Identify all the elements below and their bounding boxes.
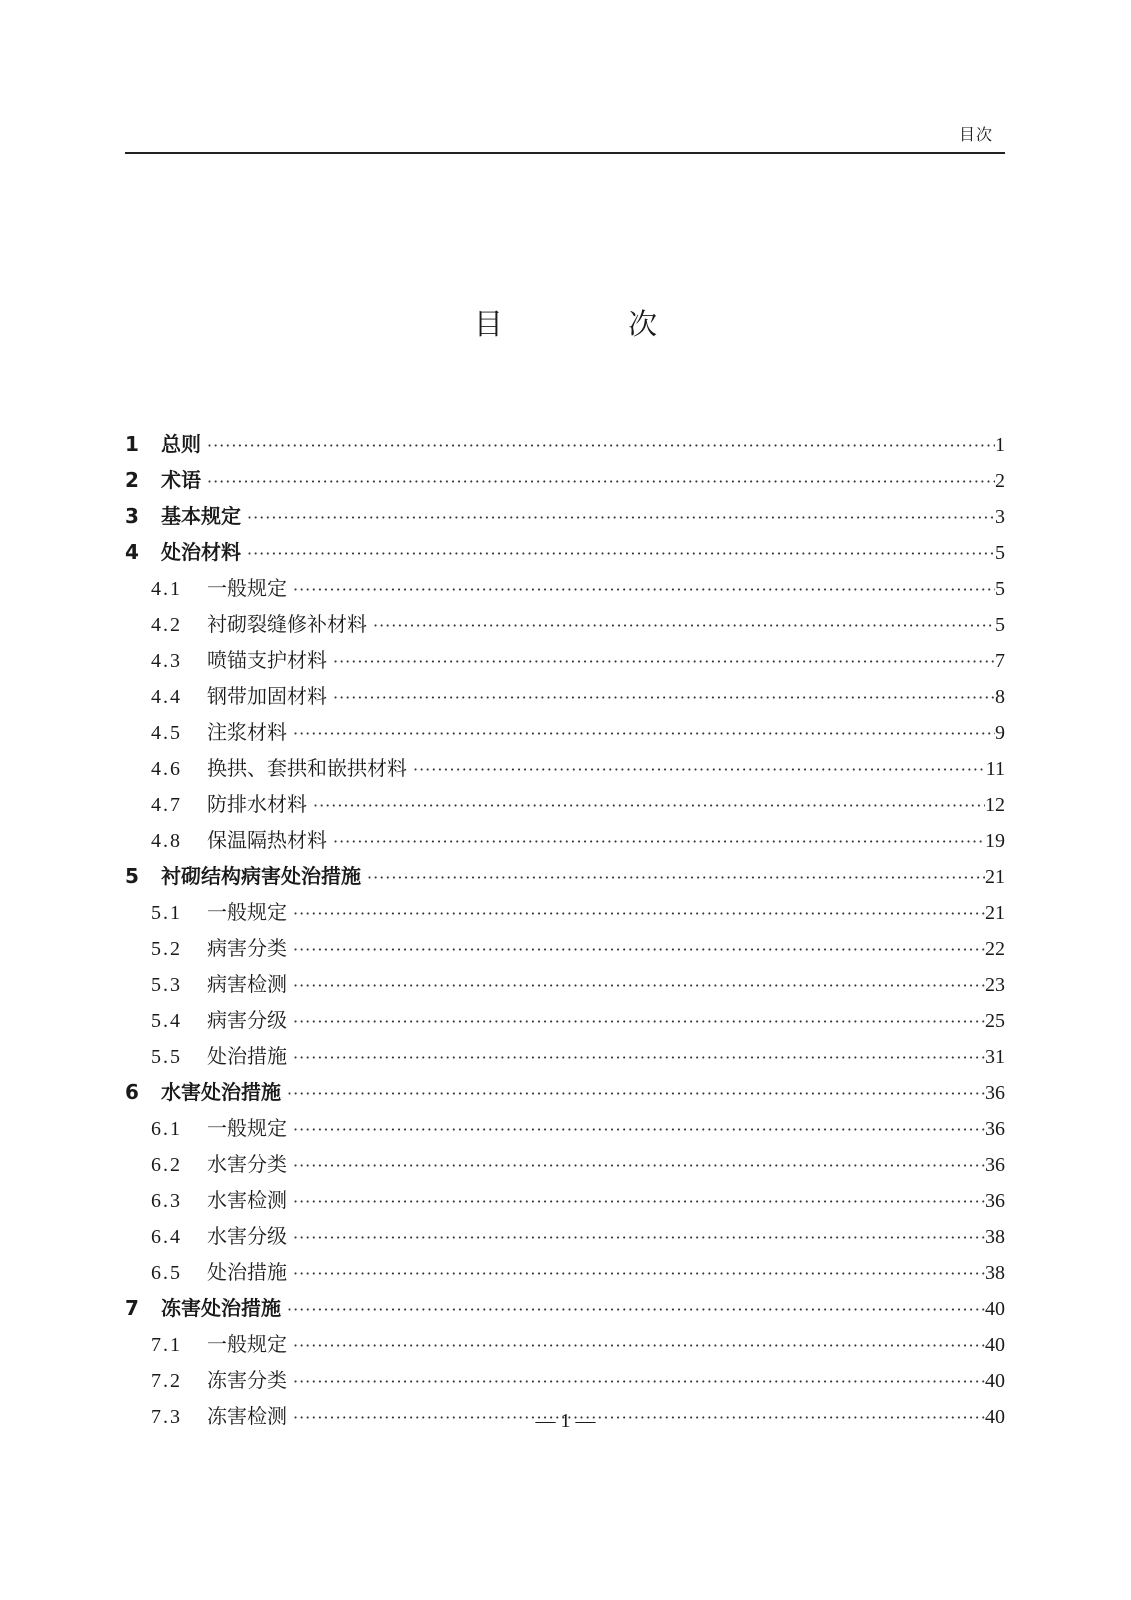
toc-dot-leader: [313, 796, 985, 815]
toc-entry[interactable]: [125, 608, 1005, 644]
toc-entry-page: 25: [985, 1010, 1005, 1032]
toc-entry-number: 6.2: [151, 1154, 182, 1176]
toc-dot-leader: [293, 1336, 985, 1355]
toc-entry-number: 4.6: [151, 758, 182, 780]
toc-entry-title: 术语: [161, 468, 201, 492]
toc-entry[interactable]: [125, 1148, 1005, 1184]
toc-dot-leader: [287, 1300, 985, 1319]
toc-dot-leader: [207, 436, 995, 455]
toc-entry-number: 4.7: [151, 794, 182, 816]
toc-entry-number: 4: [125, 540, 139, 564]
toc-entry-number: 6: [125, 1080, 139, 1104]
toc-entry-number: 4.5: [151, 722, 182, 744]
toc-entry-page: 1: [995, 434, 1005, 456]
toc-entry-number: 6.4: [151, 1226, 182, 1248]
toc-dot-leader: [293, 1012, 985, 1031]
toc-entry[interactable]: [125, 464, 1005, 500]
toc-entry-number: 7.2: [151, 1370, 182, 1392]
toc-entry-page: 9: [995, 722, 1005, 744]
toc-entry[interactable]: [125, 1112, 1005, 1148]
toc-entry[interactable]: [125, 1184, 1005, 1220]
toc-entry-title: 处治措施: [207, 1260, 287, 1284]
toc-entry[interactable]: [125, 428, 1005, 464]
toc-entry-number: 4.1: [151, 578, 182, 600]
toc-entry-page: 23: [985, 974, 1005, 996]
toc-entry-number: 5.1: [151, 902, 182, 924]
toc-entry-page: 40: [985, 1298, 1005, 1320]
toc-entry-number: 5: [125, 864, 139, 888]
table-of-contents: [125, 428, 1005, 1436]
toc-entry-title: 冻害分类: [207, 1368, 287, 1392]
toc-entry[interactable]: [125, 536, 1005, 572]
toc-entry-title: 病害检测: [207, 972, 287, 996]
toc-entry[interactable]: [125, 932, 1005, 968]
toc-entry-number: 4.4: [151, 686, 182, 708]
toc-entry-page: 21: [985, 866, 1005, 888]
toc-entry-page: 5: [995, 578, 1005, 600]
toc-entry-number: 5.2: [151, 938, 182, 960]
toc-entry-number: 6.3: [151, 1190, 182, 1212]
toc-entry-page: 5: [995, 614, 1005, 636]
toc-entry-title: 冻害检测: [207, 1404, 287, 1428]
toc-entry-number: 5.4: [151, 1010, 182, 1032]
toc-entry-title: 水害分级: [207, 1224, 287, 1248]
toc-entry-title: 水害检测: [207, 1188, 287, 1212]
toc-dot-leader: [287, 1084, 985, 1103]
page-title: 目 次: [473, 307, 716, 341]
toc-dot-leader: [367, 868, 985, 887]
toc-entry-page: 3: [995, 506, 1005, 528]
toc-entry-number: 1: [125, 432, 139, 456]
toc-entry[interactable]: [125, 1220, 1005, 1256]
toc-entry[interactable]: [125, 968, 1005, 1004]
toc-entry-title: 防排水材料: [207, 792, 307, 816]
toc-entry-page: 36: [985, 1082, 1005, 1104]
toc-dot-leader: [247, 508, 995, 527]
toc-entry-title: 病害分级: [207, 1008, 287, 1032]
toc-dot-leader: [293, 1228, 985, 1247]
toc-entry-title: 衬砌裂缝修补材料: [207, 612, 367, 636]
toc-entry[interactable]: [125, 680, 1005, 716]
toc-dot-leader: [247, 544, 995, 563]
running-header: 目次: [958, 125, 993, 144]
toc-entry-title: 水害分类: [207, 1152, 287, 1176]
toc-dot-leader: [293, 1192, 985, 1211]
toc-entry[interactable]: [125, 896, 1005, 932]
toc-entry[interactable]: [125, 1328, 1005, 1364]
toc-entry[interactable]: [125, 824, 1005, 860]
toc-entry-page: 38: [985, 1226, 1005, 1248]
toc-entry-page: 22: [985, 938, 1005, 960]
toc-entry-title: 保温隔热材料: [207, 828, 327, 852]
toc-entry-title: 处治措施: [207, 1044, 287, 1068]
toc-entry[interactable]: [125, 1292, 1005, 1328]
toc-entry-title: 处治材料: [161, 540, 241, 564]
toc-entry-title: 水害处治措施: [161, 1080, 281, 1104]
toc-dot-leader: [293, 1264, 985, 1283]
toc-dot-leader: [413, 760, 986, 779]
toc-entry[interactable]: [125, 716, 1005, 752]
toc-entry[interactable]: [125, 500, 1005, 536]
toc-dot-leader: [293, 1156, 985, 1175]
toc-entry-title: 注浆材料: [207, 720, 287, 744]
page-number: — 1 —: [535, 1410, 596, 1432]
toc-dot-leader: [293, 1120, 985, 1139]
toc-entry-number: 4.3: [151, 650, 182, 672]
toc-entry-number: 3: [125, 504, 139, 528]
toc-entry-title: 总则: [161, 432, 201, 456]
toc-dot-leader: [293, 1372, 985, 1391]
toc-entry-page: 38: [985, 1262, 1005, 1284]
toc-dot-leader: [293, 940, 985, 959]
toc-entry[interactable]: [125, 644, 1005, 680]
toc-entry[interactable]: [125, 1004, 1005, 1040]
toc-entry-number: 5.5: [151, 1046, 182, 1068]
toc-entry-number: 4.2: [151, 614, 182, 636]
toc-dot-leader: [293, 1048, 985, 1067]
toc-entry-title: 一般规定: [207, 900, 287, 924]
toc-dot-leader: [293, 724, 995, 743]
toc-entry-number: 6.5: [151, 1262, 182, 1284]
toc-dot-leader: [333, 832, 985, 851]
header-divider: [125, 152, 1005, 154]
toc-entry-title: 钢带加固材料: [207, 684, 327, 708]
toc-entry-title: 基本规定: [161, 504, 241, 528]
toc-dot-leader: [207, 472, 995, 491]
toc-entry[interactable]: [125, 1364, 1005, 1400]
toc-entry-page: 36: [985, 1190, 1005, 1212]
toc-entry-number: 4.8: [151, 830, 182, 852]
toc-entry-page: 5: [995, 542, 1005, 564]
toc-entry-page: 40: [985, 1334, 1005, 1356]
toc-entry-page: 12: [985, 794, 1005, 816]
toc-entry[interactable]: [125, 572, 1005, 608]
toc-dot-leader: [293, 904, 985, 923]
toc-entry-title: 冻害处治措施: [161, 1296, 281, 1320]
toc-dot-leader: [333, 688, 995, 707]
toc-dot-leader: [293, 580, 995, 599]
toc-entry-title: 一般规定: [207, 1116, 287, 1140]
toc-dot-leader: [293, 976, 985, 995]
toc-entry-page: 31: [985, 1046, 1005, 1068]
toc-entry[interactable]: [125, 752, 1005, 788]
toc-entry-page: 40: [985, 1370, 1005, 1392]
toc-entry-page: 2: [995, 470, 1005, 492]
toc-entry-page: 19: [985, 830, 1005, 852]
toc-entry-page: 7: [995, 650, 1005, 672]
toc-entry-page: 40: [985, 1406, 1005, 1428]
toc-entry[interactable]: [125, 788, 1005, 824]
toc-entry[interactable]: [125, 1076, 1005, 1112]
toc-entry-page: 36: [985, 1118, 1005, 1140]
toc-entry-number: 7.1: [151, 1334, 182, 1356]
toc-entry-title: 喷锚支护材料: [207, 648, 327, 672]
toc-entry-number: 7.3: [151, 1406, 182, 1428]
toc-dot-leader: [373, 616, 995, 635]
toc-entry-number: 7: [125, 1296, 139, 1320]
toc-entry-number: 6.1: [151, 1118, 182, 1140]
toc-entry-page: 21: [985, 902, 1005, 924]
toc-entry-title: 换拱、套拱和嵌拱材料: [207, 756, 407, 780]
toc-entry-number: 5.3: [151, 974, 182, 996]
toc-entry-title: 一般规定: [207, 576, 287, 600]
toc-entry-page: 36: [985, 1154, 1005, 1176]
toc-entry-title: 病害分类: [207, 936, 287, 960]
toc-entry-page: 11: [985, 758, 1005, 780]
toc-dot-leader: [333, 652, 995, 671]
toc-entry[interactable]: [125, 1256, 1005, 1292]
toc-entry[interactable]: [125, 860, 1005, 896]
toc-entry-title: 一般规定: [207, 1332, 287, 1356]
toc-entry-number: 2: [125, 468, 139, 492]
toc-entry-title: 衬砌结构病害处治措施: [161, 864, 361, 888]
toc-entry-page: 8: [995, 686, 1005, 708]
toc-entry[interactable]: [125, 1040, 1005, 1076]
